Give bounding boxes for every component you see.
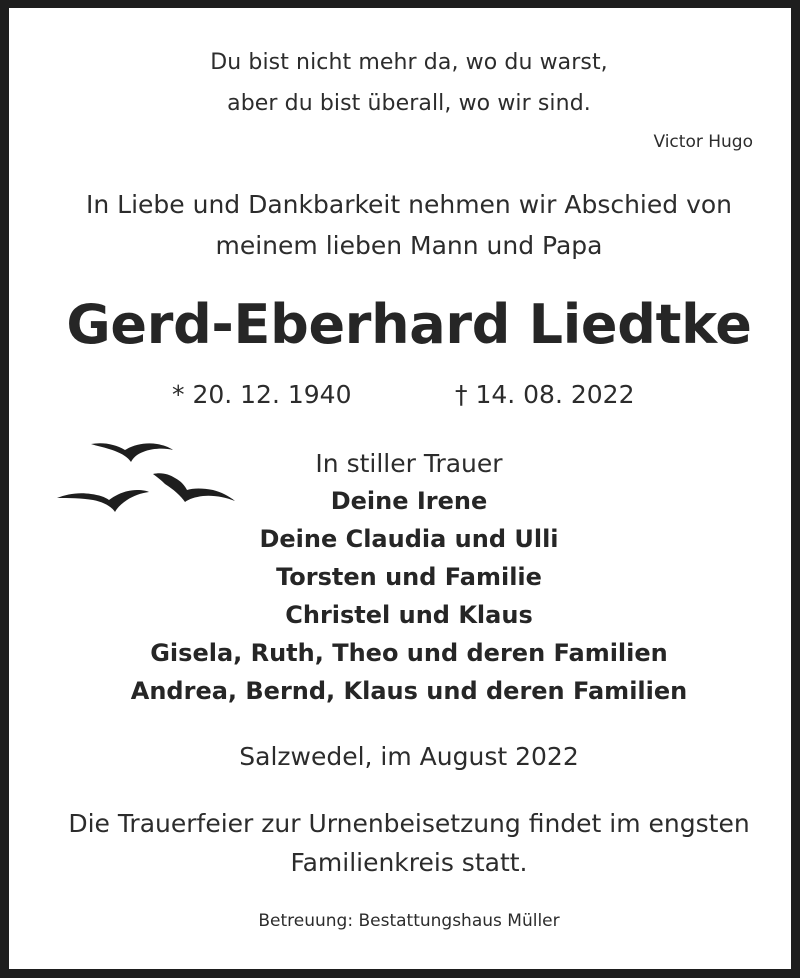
mourner-name: Gisela, Ruth, Theo und deren Familien	[150, 639, 668, 667]
intro-line-2: meinem lieben Mann und Papa	[215, 231, 603, 260]
funeral-home-credit: Betreuung: Bestattungshaus Müller	[258, 911, 560, 931]
service-line-2: Familienkreis statt.	[290, 848, 528, 877]
death-date: † 14. 08. 2022	[455, 380, 635, 409]
service-line-1: Die Trauerfeier zur Urnenbeisetzung findet im engsten	[68, 809, 750, 838]
mourner-name: Christel und Klaus	[285, 601, 533, 629]
birth-date: * 20. 12. 1940	[172, 380, 352, 409]
deceased-name: Gerd-Eberhard Liedtke	[66, 293, 752, 356]
mourner-name: Deine Claudia und Ulli	[259, 525, 559, 553]
mourner-name: Torsten und Familie	[276, 563, 542, 591]
quote-author: Victor Hugo	[653, 132, 753, 152]
mourner-name: Deine Irene	[330, 487, 488, 515]
quote-line-2: aber du bist überall, wo wir sind.	[227, 91, 591, 116]
place-date: Salzwedel, im August 2022	[239, 742, 579, 771]
mourner-name: Andrea, Bernd, Klaus und deren Familien	[130, 677, 688, 705]
quote-line-1: Du bist nicht mehr da, wo du warst,	[210, 50, 608, 75]
intro-line-1: In Liebe und Dankbarkeit nehmen wir Abschied von	[85, 190, 733, 219]
mourning-heading: In stiller Trauer	[315, 449, 503, 478]
